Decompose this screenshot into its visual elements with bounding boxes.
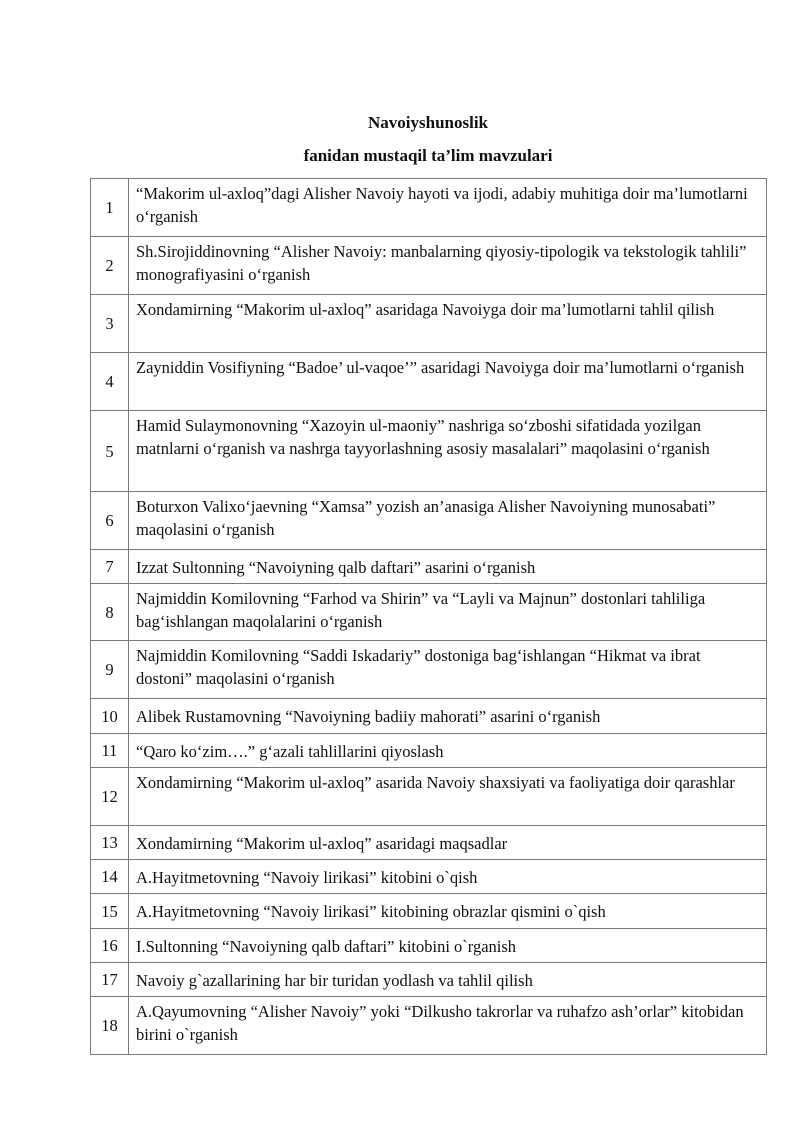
- topic-text: “Qaro ko‘zim….” g‘azali tahlillarini qiyoslash: [129, 734, 767, 768]
- topic-text: A.Hayitmetovning “Navoiy lirikasi” kitobini o`qish: [129, 860, 767, 894]
- topic-number: 18: [91, 997, 129, 1055]
- topic-number: 6: [91, 492, 129, 550]
- topic-number: 10: [91, 699, 129, 734]
- topic-text: Izzat Sultonning “Navoiyning qalb daftari” asarini o‘rganish: [129, 550, 767, 584]
- topic-number: 13: [91, 826, 129, 860]
- topic-number: 9: [91, 641, 129, 699]
- topic-row: [91, 237, 767, 295]
- topic-number: 14: [91, 860, 129, 894]
- topic-row: [91, 894, 767, 929]
- topic-text: Zayniddin Vosifiyning “Badoe’ ul-vaqoe’” asaridagi Navoiyga doir ma’lumotlarni o‘rganish: [129, 353, 767, 411]
- topic-row: [91, 179, 767, 237]
- topic-number: 1: [91, 179, 129, 237]
- topic-row: [91, 997, 767, 1055]
- topic-number: 7: [91, 550, 129, 584]
- topic-number: 17: [91, 963, 129, 997]
- topics-table-body: [91, 179, 767, 1055]
- topic-text: Xondamirning “Makorim ul-axloq” asaridagi maqsadlar: [129, 826, 767, 860]
- document-title: Navoiyshunoslik: [368, 113, 488, 132]
- topic-row: [91, 929, 767, 963]
- topic-number: 3: [91, 295, 129, 353]
- topic-text: Najmiddin Komilovning “Saddi Iskadariy” dostoniga bag‘ishlangan “Hikmat va ibrat dostoni” maqolasini o‘rganish: [129, 641, 767, 699]
- topic-text: A.Qayumovning “Alisher Navoiy” yoki “Dilkusho takrorlar va ruhafzo ash’orlar” kitobidan birini o`rganish: [129, 997, 767, 1055]
- topic-text: “Makorim ul-axloq”dagi Alisher Navoiy hayoti va ijodi, adabiy muhitiga doir ma’lumotlarni o‘rganish: [129, 179, 767, 237]
- topic-row: [91, 492, 767, 550]
- topic-row: [91, 860, 767, 894]
- topic-number: 8: [91, 584, 129, 641]
- topic-number: 12: [91, 768, 129, 826]
- topic-text: Najmiddin Komilovning “Farhod va Shirin” va “Layli va Majnun” dostonlari tahliliga bag‘ishlangan maqolalarini o‘rganish: [129, 584, 767, 641]
- topic-row: [91, 353, 767, 411]
- topic-row: [91, 295, 767, 353]
- topic-text: Navoiy g`azallarining har bir turidan yodlash va tahlil qilish: [129, 963, 767, 997]
- topic-number: 15: [91, 894, 129, 929]
- topic-row: [91, 734, 767, 768]
- topics-table: [90, 178, 767, 1055]
- topic-text: A.Hayitmetovning “Navoiy lirikasi” kitobining obrazlar qismini o`qish: [129, 894, 767, 929]
- topic-number: 11: [91, 734, 129, 768]
- topic-row: [91, 584, 767, 641]
- topic-text: I.Sultonning “Navoiyning qalb daftari” kitobini o`rganish: [129, 929, 767, 963]
- topic-row: [91, 699, 767, 734]
- topic-row: [91, 411, 767, 492]
- document-subtitle: fanidan mustaqil ta’lim mavzulari: [303, 146, 553, 165]
- topic-text: Alibek Rustamovning “Navoiyning badiiy mahorati” asarini o‘rganish: [129, 699, 767, 734]
- topic-text: Xondamirning “Makorim ul-axloq” asaridaga Navoiyga doir ma’lumotlarni tahlil qilish: [129, 295, 767, 353]
- topic-row: [91, 768, 767, 826]
- topic-text: Hamid Sulaymonovning “Xazoyin ul-maoniy” nashriga so‘zboshi sifatidada yozilgan matnlarni o‘rganish va nashrga tayyorlashning asosiy masalalari” maqolasini o‘rganish: [129, 411, 767, 492]
- topic-number: 16: [91, 929, 129, 963]
- topic-text: Sh.Sirojiddinovning “Alisher Navoiy: manbalarning qiyosiy-tipologik va tekstologik tahlili” monografiyasini o‘rganish: [129, 237, 767, 295]
- topic-number: 4: [91, 353, 129, 411]
- topic-text: Boturxon Valixo‘jaevning “Xamsa” yozish an’anasiga Alisher Navoiyning munosabati” maqolasini o‘rganish: [129, 492, 767, 550]
- topic-text: Xondamirning “Makorim ul-axloq” asarida Navoiy shaxsiyati va faoliyatiga doir qarashlar: [129, 768, 767, 826]
- topic-number: 2: [91, 237, 129, 295]
- topic-row: [91, 826, 767, 860]
- topic-number: 5: [91, 411, 129, 492]
- topic-row: [91, 641, 767, 699]
- topic-row: [91, 550, 767, 584]
- topic-row: [91, 963, 767, 997]
